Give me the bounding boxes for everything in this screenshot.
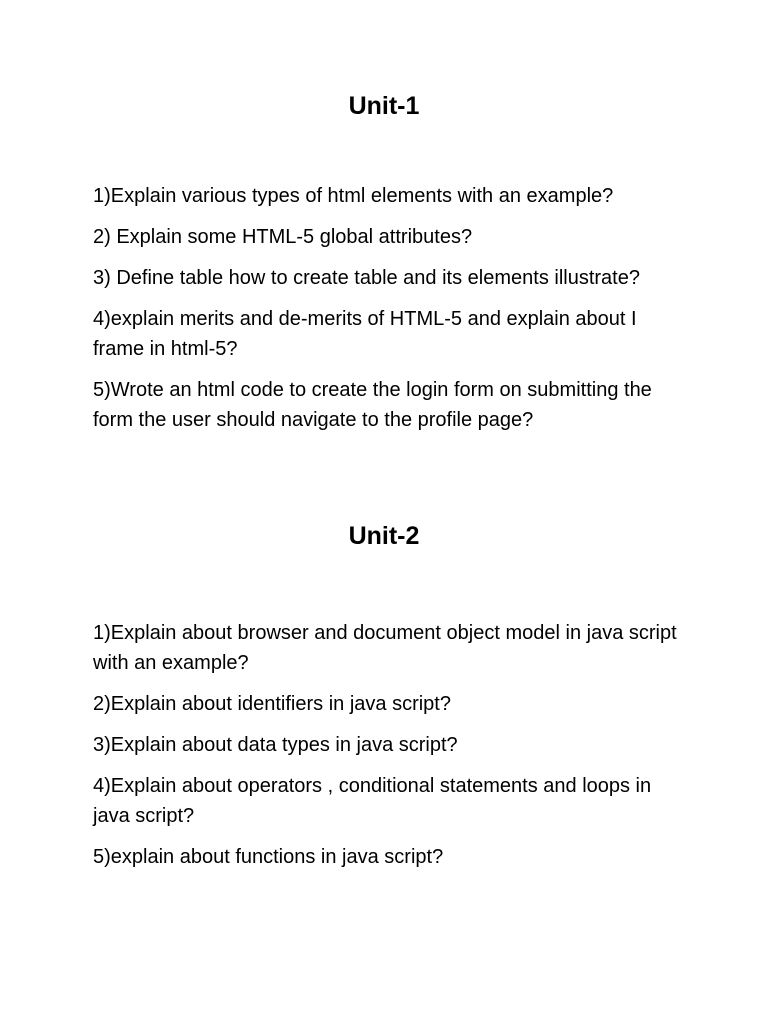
unit-2-question-1: 1)Explain about browser and document object model in java script with an example?	[93, 622, 677, 674]
unit-1-title: Unit-1	[348, 92, 420, 120]
unit-2-question-4: 4)Explain about operators , conditional statements and loops in java script?	[93, 775, 652, 827]
unit-1-question-4: 4)explain merits and de-merits of HTML-5 and explain about I frame in html-5?	[93, 308, 637, 360]
unit-2-question-5: 5)explain about functions in java script?	[93, 846, 444, 868]
unit-2-question-3: 3)Explain about data types in java script?	[93, 734, 458, 756]
unit-2-question-list	[93, 618, 693, 883]
unit-2-question-2: 2)Explain about identifiers in java script?	[93, 693, 451, 715]
unit-1-question-2: 2) Explain some HTML-5 global attributes?	[93, 226, 473, 248]
unit-2-title: Unit-2	[348, 522, 420, 550]
unit-1-question-1: 1)Explain various types of html elements with an example?	[93, 185, 614, 207]
unit-1-question-3: 3) Define table how to create table and its elements illustrate?	[93, 267, 640, 289]
unit-1-question-5: 5)Wrote an html code to create the login form on submitting the form the user should navigate to the profile page?	[93, 379, 652, 431]
unit-1-question-list	[93, 181, 693, 446]
